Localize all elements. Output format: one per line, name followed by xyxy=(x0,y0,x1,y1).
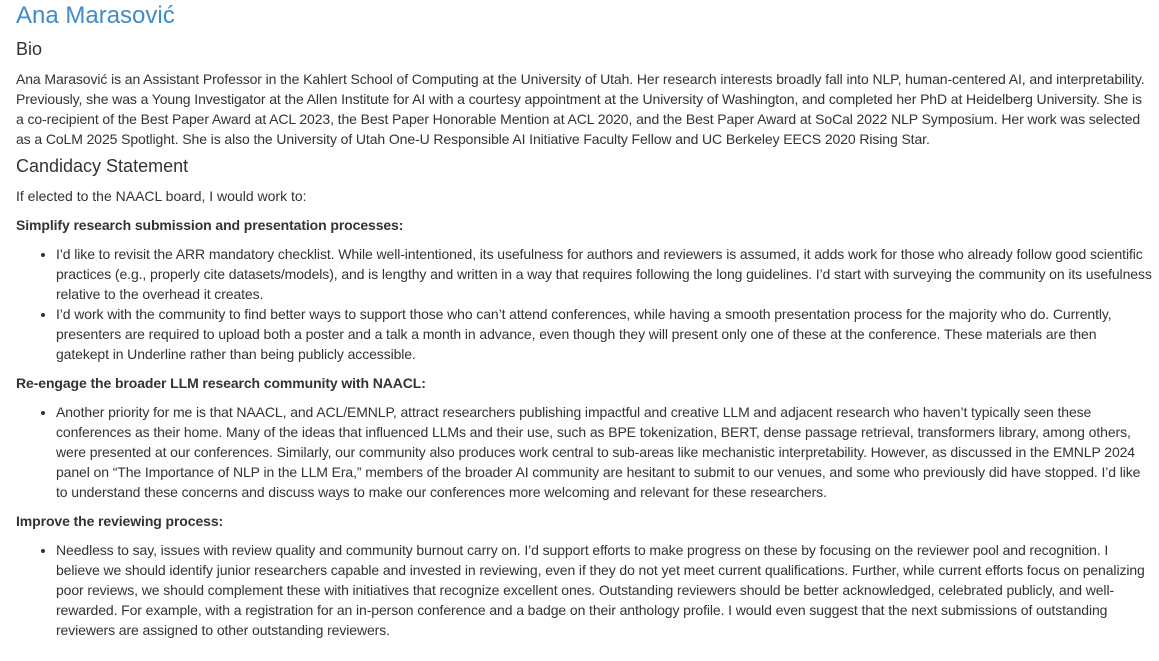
section-heading: Simplify research submission and presentation processes: xyxy=(16,217,404,233)
list-item: • Another priority for me is that NAACL, and ACL/EMNLP, attract researchers publishing impactful and creative LLM and adjacent research who haven’t typically seen these conferences as their home. Many of the ideas that influenced LLMs and their use, such as BPE tokenization, BERT, dense passage retrieval, transformers library, among others, were presented at our conferences. Similarly, our community also produces work central to sub-areas like mechanistic interpretability. However, as discussed in the EMNLP 2024 panel on “The Importance of NLP in the LLM Era,” members of the broader AI community are hesitant to submit to our venues, and some who previously did have stopped. I’d like to understand these concerns and discuss ways to make our conferences more welcoming and relevant for these researchers. xyxy=(56,402,1152,502)
candidacy-heading: Candidacy Statement xyxy=(16,156,189,176)
bio-heading: Bio xyxy=(16,39,43,59)
list-item: • I’d work with the community to find better ways to support those who can’t attend conferences, while having a smooth presentation process for the majority who do. Currently, presenters are required to upload both a poster and a talk a month in advance, even though they will present only one of these at the conference. These materials are then gatekept in Underline rather than being publicly accessible. xyxy=(56,304,1152,364)
candidacy-section-simplify xyxy=(16,215,1152,364)
candidate-name: Ana Marasović xyxy=(16,2,175,29)
list-item: • Needless to say, issues with review quality and community burnout carry on. I’d support efforts to make progress on these by focusing on the reviewer pool and recognition. I believe we should identify junior researchers capable and invested in reviewing, even if they do not yet meet current qualifications. Further, while current efforts focus on penalizing poor reviews, we should complement these with initiatives that recognize excellent ones. Outstanding reviewers should be better acknowledged, celebrated publicly, and well-rewarded. For example, with a registration for an in-person conference and a badge on their anthology profile. I would even suggest that the next submissions of outstanding reviewers are assigned to other outstanding reviewers. xyxy=(56,540,1152,640)
candidacy-section-reengage xyxy=(16,373,1152,502)
candidacy-intro: If elected to the NAACL board, I would work to: xyxy=(16,188,307,204)
bio-text: Ana Marasović is an Assistant Professor in the Kahlert School of Computing at the University of Utah. Her research interests broadly fall into NLP, human-centered AI, and interpretability. Previously, she was a Young Investigator at the Allen Institute for AI with a courtesy appointment at the University of Washington, and completed her PhD at Heidelberg University. She is a co-recipient of the Best Paper Award at ACL 2023, the Best Paper Honorable Mention at ACL 2020, and the Best Paper Award at SoCal 2022 NLP Symposium. Her work was selected as a CoLM 2025 Spotlight. She is also the University of Utah One-U Responsible AI Initiative Faculty Fellow and UC Berkeley EECS 2020 Rising Star. xyxy=(16,71,1145,147)
section-heading: Improve the reviewing process: xyxy=(16,513,224,529)
candidate-profile xyxy=(16,0,1152,649)
bullet-list xyxy=(16,244,1152,364)
bullet-list xyxy=(16,540,1152,640)
bullet-list xyxy=(16,402,1152,502)
list-item: • I’d like to revisit the ARR mandatory checklist. While well-intentioned, its usefulness for authors and reviewers is assumed, it adds work for those who already follow good scientific practices (e.g., properly cite datasets/models), and is lengthy and written in a way that requires following the long guidelines. I’d start with surveying the community on its usefulness relative to the overhead it creates. xyxy=(56,244,1152,304)
section-heading: Re-engage the broader LLM research community with NAACL: xyxy=(16,375,426,391)
candidacy-section-reviewing xyxy=(16,511,1152,640)
